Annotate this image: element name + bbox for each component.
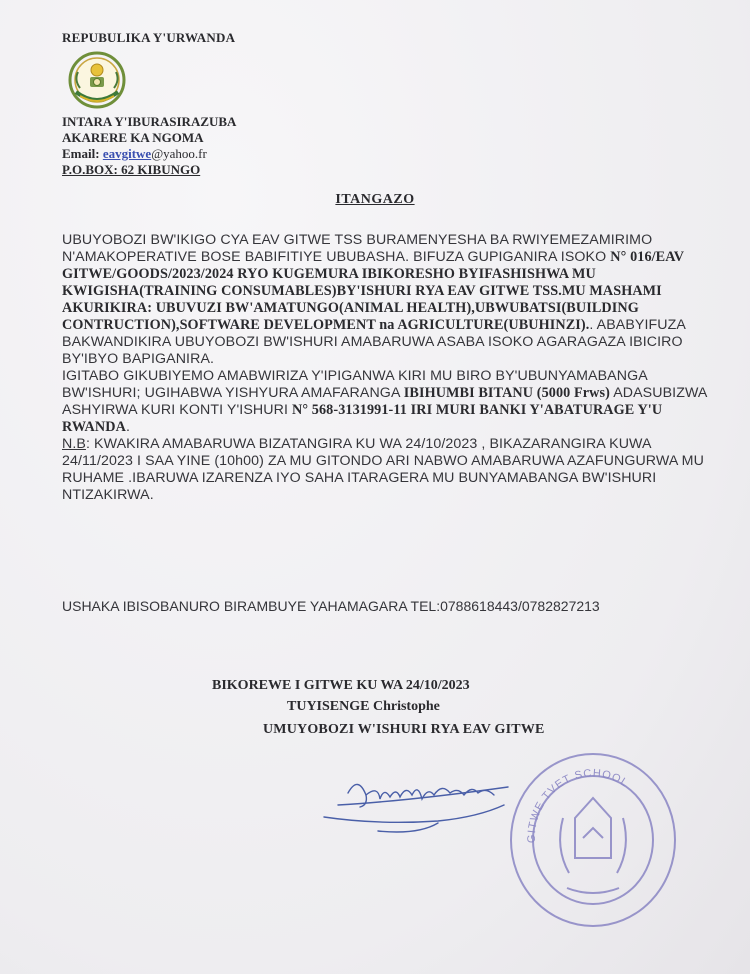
contact-line: USHAKA IBISOBANURO BIRAMBUYE YAHAMAGARA TEL:0788618443/0782827213 — [62, 598, 600, 614]
p1-text: UBUYOBOZI BW'IKIGO CYA EAV GITWE TSS BURAMENYESHA BA RWIYEMEZAMIRIMO N'AMAKOPERATIVE BOSE BABIFITIYE UBUBASHA. BIFUZA GUPIGANIRA ISOKO — [62, 232, 653, 265]
email-domain: @yahoo.fr — [151, 146, 207, 161]
tender-reference: N° 016/EAV GITWE/GOODS/2023/2024 RYO KUGEMURA IBIKORESHO BYIFASHISHWA MU KWIGISHA(TRAINING CONSUMABLES)BY'ISHURI RYA EAV GITWE TSS.MU MASHAMI AKURIKIRA: UBUVUZI BW'AMATUNGO(ANIMAL HEALTH),UBWUBATSI(BUILDING CONTRUCTION),SOFTWARE DEVELOPMENT na AGRICULTURE(UBUHINZI). — [62, 249, 684, 333]
signatory-title: UMUYOBOZI W'ISHURI RYA EAV GITWE — [263, 722, 545, 737]
signatory-name: TUYISENGE Christophe — [287, 699, 440, 714]
school-stamp — [505, 748, 680, 930]
sender-address — [62, 114, 236, 178]
signature-date: BIKOREWE I GITWE KU WA 24/10/2023 — [212, 678, 470, 693]
notice-paragraph-1 — [62, 232, 712, 368]
email-label: Email: — [62, 146, 103, 161]
stamp-text: GITWE TVET SCHOOL — [525, 767, 631, 844]
country-heading: REPUBULIKA Y'URWANDA — [62, 30, 236, 45]
nb-label: N.B — [62, 436, 86, 452]
email-line — [62, 146, 236, 162]
svg-text:GITWE TVET SCHOOL — [526, 767, 631, 843]
pobox-line: P.O.BOX: 62 KIBUNGO — [62, 162, 201, 177]
p2-period: . — [125, 419, 130, 435]
p2-account-text: ADASUBIZWA ASHYIRWA KURI KONTI Y'ISHURI — [62, 385, 707, 418]
fee-amount: IBIHUMBI BITANU (5000 Frws) — [403, 385, 610, 401]
email-link[interactable]: eavgitwe — [102, 146, 152, 161]
notice-paragraph-2 — [62, 368, 712, 436]
nb-text: : KWAKIRA AMABARUWA BIZATANGIRA KU WA 24/10/2023 , BIKAZARANGIRA KUWA 24/11/2023 I SAA YINE (10h00) ZA MU GITONDO ARI NABWO AMABARUWA AZAFUNGURWA MU RUHAME .IBARUWA IZARENZA IYO SAHA ITARAGERA MU BUNYAMABANGA BW'ISHURI NTIZAKIRWA. — [62, 436, 704, 503]
bank-account: N° 568-3131991-11 IRI MURI BANKI Y'ABATURAGE Y'U RWANDA — [62, 402, 663, 435]
notice-body — [62, 232, 712, 504]
handwritten-signature — [318, 765, 518, 845]
notice-title: ITANGAZO — [335, 192, 415, 207]
district-line: AKARERE KA NGOMA — [62, 130, 204, 145]
notice-nb — [62, 436, 712, 504]
province-line: INTARA Y'IBURASIRAZUBA — [62, 114, 237, 129]
rwanda-coat-of-arms-icon — [62, 48, 132, 112]
p1-application-text: . ABABYIFUZA BAKWANDIKIRA UBUYOBOZI BW'ISHURI AMABARUWA ASABA ISOKO AGARAGAZA IBICIRO BY'IBYO BAPIGANIRA. — [62, 317, 686, 367]
p2-text: IGITABO GIKUBIYEMO AMABWIRIZA Y'IPIGANWA KIRI MU BIRO BY'UBUNYAMABANGA BW'ISHURI; UGIHABWA YISHYURA AMAFARANGA — [62, 368, 648, 401]
